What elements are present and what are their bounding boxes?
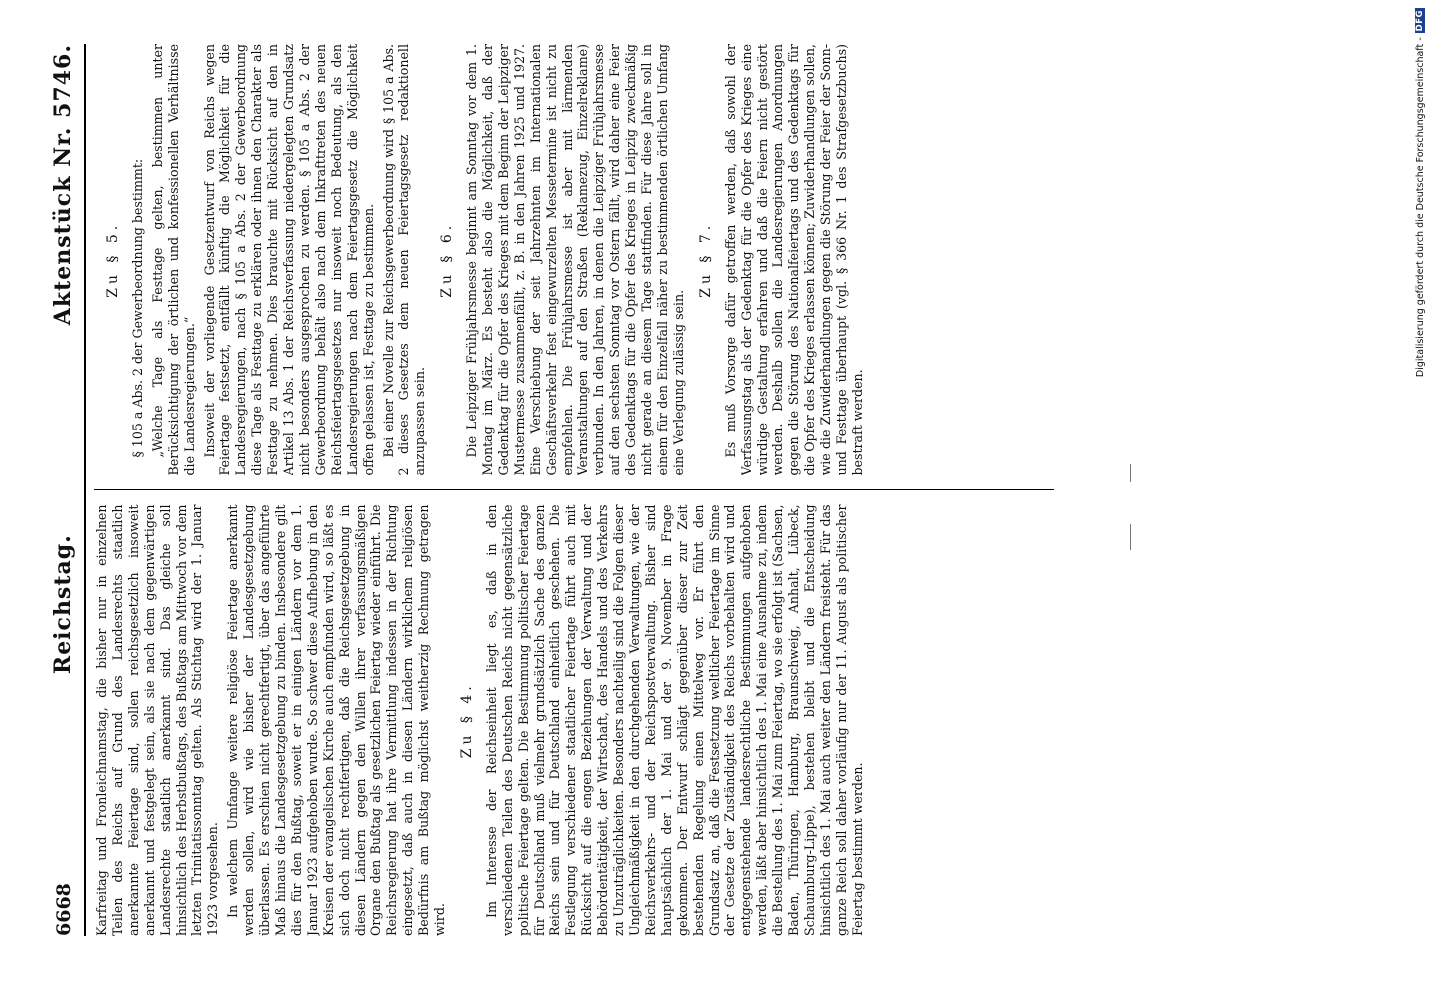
paragraph: Karfreitag und Fronleichnamstag, die bisher nur in einzelnen Teilen des Reichs auf Grund des Landesrechts staatlich anerkannte Feiertage sind, sollen reichsgesetzlich insoweit anerkannt und festgelegt sein, als sie nach dem gegenwärtigen Landesrechte staatlich anerkannt sind. Das gleiche soll hinsichtlich des Herbstbußtags, des Bußtags am Mittwoch vor dem letzten Trinitatissonntag gelten. Als Stichtag wird der 1. Januar 1923 vorgesehen. [94,504,221,936]
paragraph: Es muß Vorsorge dafür getroffen werden, daß sowohl der Verfassungstag als der Gedenktag für die Opfer des Krieges eine würdige Gestaltung erfahren und daß die Feiern nicht gestört werden. Deshalb sollen die Landesregierungen Anordnungen gegen die Störung des Nationalfeiertags und des Gedenktags für die Opfer des Krieges erlassen können; Zuwiderhandlungen sollen, wie die Zuwiderhandlungen gegen die Störung der Feier der Sonn- und Festtage überhaupt (vgl. § 366 Nr. 1 des Strafgesetzbuchs) bestraft werden. [722,44,865,476]
document-number: Aktenstück Nr. 5746. [50,44,76,326]
paragraph: Im Interesse der Reichseinheit liegt es, daß in den verschiedenen Teilen des Deutschen Reichs nicht gegensätzliche politische Feiertage gelten. Die Bestimmung politischer Feiertage für Deutschland muß vielmehr grundsätzlich Sache des ganzen Reichs sein und für Deutschland einheitlich geschehen. Die Festlegung verschiedener staatlicher Feiertage führt auch mit Rücksicht auf die engen Beziehungen der Verwaltung und der Behördentätigkeit, der Wirtschaft, des Handels und des Verkehrs zu Unzuträglichkeiten. Besonders nachteilig sind die Folgen dieser Ungleichmäßigkeit in den durchgehenden Verwaltungen, wie der Reichsverkehrs- und der Reichspostverwaltung. Bisher sind hauptsächlich der 1. Mai und der 9. November in Frage gekommen. Der Entwurf schlägt gegenüber dieser zur Zeit bestehenden Regelung einen Mittelweg vor. Er führt den Grundsatz an, daß die Festsetzung weltlicher Feiertage im Sinne der Gesetze der Zuständigkeit des Reichs vorbehalten wird und entgegenstehende landesrechtliche Bestimmungen aufgehoben werden, läßt aber hinsichtlich des 1. Mai eine Ausnahme zu, indem die Bestellung des 1. Mai zum Feiertag, wo sie erfolgt ist (Sachsen, Baden, Thüringen, Hamburg, Braunschweig, Anhalt, Lübeck, Schaumburg-Lippe), bestehen bleibt und die Entscheidung hinsichtlich des 1. Mai auch weiter den Ländern freisteht. Für das ganze Reich soll daher vorläufig nur der 11. August als politischer Feiertag bestimmt werden. [483,504,865,936]
right-column [94,44,1054,476]
page-header [50,44,86,936]
section-heading: Zu § 4. [458,682,475,759]
column-divider [94,490,1054,491]
scan-marks [1126,464,1136,554]
page-number: 6668 [53,883,75,936]
section-heading: Zu § 5. [105,221,121,298]
paragraph: Insoweit der vorliegende Gesetzentwurf von Reichs wegen Feiertage festsetzt, entfällt künftig die Möglichkeit für die Landesregierungen, nach § 105 a Abs. 2 der Gewerbeordnung diese Tage als Festtage zu erklären oder ihnen den Charakter als Festtage zu nehmen. Dies brauchte mit Rücksicht auf den in Artikel 13 Abs. 1 der Reichsverfassung niedergelegten Grundsatz nicht besonders ausgesprochen zu werden. § 105 a Abs. 2 der Gewerbeordnung behält also nach dem Inkrafttreten des neuen Reichsfeiertagsgesetzes nur insoweit noch Bedeutung, als den Landesregierungen nach dem Feiertagsgesetz die Möglichkeit offen gelassen ist, Festtage zu bestimmen. [201,44,376,476]
paragraph: In welchem Umfange weitere religiöse Feiertage anerkannt werden sollen, wird wie bisher der Landesgesetzgebung überlassen. Es erschien nicht gerechtfertigt, über das angeführte Maß hinaus die Landesgesetzgebung zu binden. Insbesondere gilt dies für den Bußtag, soweit er in einigen Ländern vor dem 1. Januar 1923 aufgehoben wurde. So schwer diese Aufhebung in den Kreisen der evangelischen Kirche auch empfunden wird, so läßt es sich doch nicht rechtfertigen, daß die Reichsgesetzgebung in diesen Ländern gegen den Willen ihrer verfassungsmäßigen Organe den Bußtag als gesetzlichen Feiertag wieder einführt. Die Reichsregierung hat ihre Vermittlung indessen in der Richtung eingesetzt, daß auch in diesen Ländern wirklichem religiösen Bedürfnis am Bußtag möglichst weitherzig Rechnung getragen wird. [225,504,448,936]
header-title: Reichstag. [50,534,76,675]
paragraph: § 105 a Abs. 2 der Gewerbeordnung bestimmt: [129,158,145,458]
left-column [94,505,1054,937]
paragraph: Die Leipziger Frühjahrsmesse beginnt am Sonntag vor dem 1. Montag im März. Es besteht also die Möglichkeit, daß der Gedenktag für die Opfer des Krieges mit dem Beginn der Leipziger Mustermesse zusammenfällt, z. B. in den Jahren 1925 und 1927. Eine Verschiebung der seit Jahrzehnten im Internationalen Geschäftsverkehr fest eingewurzelten Messetermine ist nicht zu empfehlen. Die Frühjahrsmesse ist aber mit lärmenden Veranstaltungen auf den Straßen (Reklamezug, Einzelreklame) verbunden. In den Jahren, in denen die Leipziger Frühjahrsmesse auf den sechsten Sonntag vor Ostern fällt, wird daher eine Feier des Gedenktags für die Opfer des Krieges in Leipzig zweckmäßig nicht gerade an diesem Tage stattfinden. Für diese Jahre soll in einem für den Einzelfall näher zu bestimmenden örtlichen Umfang eine Verlegung zulässig sein. [464,44,686,476]
paragraph: Bei einer Novelle zur Reichsgewerbeordnung wird § 105 a Abs. 2 dieses Gesetzes dem neuen Feiertagsgesetz redaktionell anzupassen sein. [380,44,428,476]
section-heading: Zu § 7. [697,221,714,298]
document-page [40,30,1090,950]
digitization-credit [1412,8,1428,398]
text-columns [94,44,1054,936]
dfg-logo: DFG [1415,10,1425,32]
section-heading: Zu § 6. [439,221,456,298]
credit-text: Digitalisierung gefördert durch die Deutsche Forschungsgemeinschaft - [1414,37,1426,378]
quotation: „Welche Tage als Festtage gelten, bestimmen unter Berücksichtigung der örtlichen und konfessionellen Verhältnisse die Landesregierungen.“ [149,44,197,476]
